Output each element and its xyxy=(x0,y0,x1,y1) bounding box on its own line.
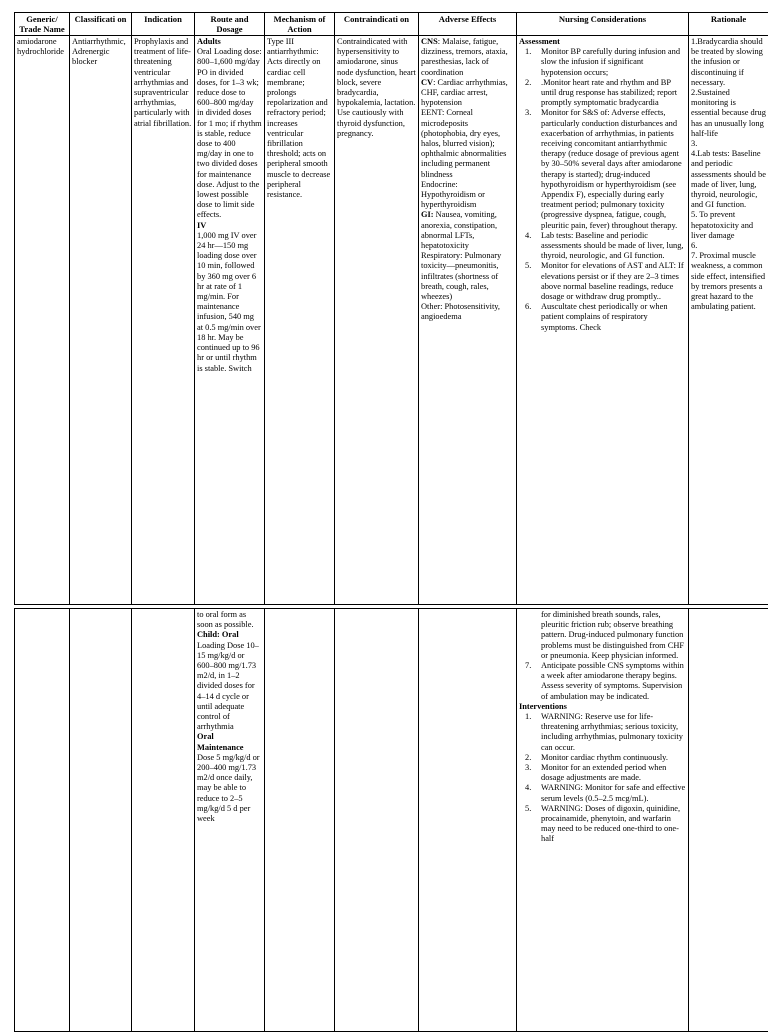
header-rationale: Rationale xyxy=(689,13,768,36)
route-dosage-cell xyxy=(195,36,265,605)
assessment-list xyxy=(519,47,686,333)
list-item: 3. Monitor for S&S of: Adverse effects, particularly conduction disturbances and exacerbation of arrhythmias, in patients receiving concomitant antiarrhythmic therapy (reduce dosage of previous agent by 30–50% several days after amiodarone therapy is started); drug-induced hypothyroidism or hyperthyroidism (see Appendix F), especially during early treatment period; pulmonary toxicity (progressive dyspnea, fatigue, cough, pleuritic pain, fever) throughout therapy. xyxy=(519,108,686,230)
adverse-effects-cell xyxy=(419,609,517,1032)
table-row xyxy=(15,609,768,1032)
list-item: 5. Monitor for elevations of AST and ALT: If elevations persist or if they are 2–3 times above normal baseline readings, reduce dosage or withdraw drug promptly.. xyxy=(519,261,686,302)
list-item: 5. WARNING: Doses of digoxin, quinidine, procainamide, phenytoin, and warfarin may need to be reduced one-third to one-half xyxy=(519,804,686,845)
header-contraindication: Contraindicati on xyxy=(335,13,419,36)
interventions-heading: Interventions xyxy=(519,702,686,712)
child-oral-label: Child: Oral xyxy=(197,630,262,640)
switch-oral-text: to oral form as soon as possible. xyxy=(197,610,262,630)
generic-name-cell xyxy=(15,609,70,1032)
list-item: for diminished breath sounds, rales, pleuritic friction rub; observe breathing pattern. Drug-induced pulmonary function problems must be distinguished from CHF or pneumonia. Keep physician informed. xyxy=(519,610,686,661)
rationale-line: 4.Lab tests: Baseline and periodic assessments should be made of liver, lung, thyroid, neurologic, and GI function. xyxy=(691,149,766,210)
cns-label: CNS xyxy=(421,37,438,46)
oral-maintenance-label: Oral Maintenance xyxy=(197,732,262,752)
classification-cell: Antiarrhythmic, Adrenergic blocker xyxy=(70,36,132,605)
list-item: 7. Anticipate possible CNS symptoms within a week after amiodarone therapy begins. Assess severity of symptoms. Supervision of ambulation may be indicated. xyxy=(519,661,686,702)
list-item: 2. Monitor cardiac rhythm continuously. xyxy=(519,753,686,763)
adults-dosage-text: Oral Loading dose: 800–1,600 mg/day PO in divided doses, for 1–3 wk; reduce dose to 600–800 mg/day in divided doses for 1 mo; if rhythm is stable, reduce dose to 400 mg/day in one to two divided doses for maintenance dose. Adjust to the lowest possible dose to limit side effects. xyxy=(197,47,262,220)
iv-dosage-text: 1,000 mg IV over 24 hr—150 mg loading dose over 10 min, followed by 360 mg over 6 hr at rate of 1 mg/min. For maintenance infusion, 540 mg at 0.5 mg/min over 18 hr. May be continued up to 96 hr or until rhythm is stable. Switch xyxy=(197,231,262,374)
nursing-considerations-cell xyxy=(517,609,689,1032)
assessment-list-continued xyxy=(519,610,686,702)
indication-cell: Prophylaxis and treatment of life-threatening ventricular arrhythmias and supraventricular arrhythmias, particularly with atrial fibrillation. xyxy=(132,36,195,605)
rationale-line: 2.Sustained monitoring is essential because drug has an unusually long half-life xyxy=(691,88,766,139)
header-row xyxy=(15,13,768,36)
header-generic-name: Generic/ Trade Name xyxy=(15,13,70,36)
gi-label: GI: xyxy=(421,210,434,219)
list-item: 4. WARNING: Monitor for safe and effective serum levels (0.5–2.5 mcg/mL). xyxy=(519,783,686,803)
header-mechanism: Mechanism of Action xyxy=(265,13,335,36)
list-item: 1. WARNING: Reserve use for life-threatening arrhythmias; serious toxicity, including arrhythmias, pulmonary toxicity can occur. xyxy=(519,712,686,753)
drug-table-page-1 xyxy=(14,12,768,605)
rationale-cell xyxy=(689,609,768,1032)
list-item: 3. Monitor for an extended period when dosage adjustments are made. xyxy=(519,763,686,783)
list-item: 1. Monitor BP carefully during infusion and slow the infusion if significant hypotension occurs; xyxy=(519,47,686,78)
other-text: Other: Photosensitivity, angioedema xyxy=(421,302,514,322)
list-item: 2. .Monitor heart rate and rhythm and BP until drug response has stabilized; report promptly symptomatic bradycardia xyxy=(519,78,686,109)
contraindication-cell: Contraindicated with hypersensitivity to amiodarone, sinus node dysfunction, heart block, severe bradycardia, hypokalemia, lactation. Use cautiously with thyroid dysfunction, pregnancy. xyxy=(335,36,419,605)
rationale-line: 3. xyxy=(691,139,766,149)
cv-text: : Cardiac arrhythmias, CHF, cardiac arrest, hypotension xyxy=(421,78,508,107)
mechanism-cell: Type III antiarrhythmic: Acts directly on cardiac cell membrane; prolongs repolarization and refractory period; increases ventricular fibrillation threshold; acts on peripheral smooth muscle to decrease peripheral resistance. xyxy=(265,36,335,605)
cns-text: : Malaise, fatigue, dizziness, tremors, ataxia, paresthesias, lack of coordination xyxy=(421,37,508,77)
child-loading-text: Loading Dose 10–15 mg/kg/d or 600–800 mg/1.73 m2/d, in 1–2 divided doses for 4–14 d cycle or until adequate control of arrhythmia xyxy=(197,641,262,733)
adverse-effects-cell xyxy=(419,36,517,605)
list-item: 4. Lab tests: Baseline and periodic assessments should be made of liver, lung, thyroid, neurologic, and GI function. xyxy=(519,231,686,262)
header-indication: Indication xyxy=(132,13,195,36)
rationale-line: 5. To prevent hepatotoxicity and liver damage xyxy=(691,210,766,241)
classification-cell xyxy=(70,609,132,1032)
rationale-line: 1.Bradycardia should be treated by slowing the infusion or discontinuing if necessary. xyxy=(691,37,766,88)
interventions-list xyxy=(519,712,686,845)
adults-label: Adults xyxy=(197,37,262,47)
header-route-dosage: Route and Dosage xyxy=(195,13,265,36)
table-row xyxy=(15,36,768,605)
mechanism-cell xyxy=(265,609,335,1032)
list-item: 6. Auscultate chest periodically or when patient complains of respiratory symptoms. Check xyxy=(519,302,686,333)
iv-label: IV xyxy=(197,221,262,231)
header-nursing-considerations: Nursing Considerations xyxy=(517,13,689,36)
endocrine-text: Endocrine: Hypothyroidism or hyperthyroidism xyxy=(421,180,514,211)
drug-table-page-2 xyxy=(14,608,768,1032)
cv-label: CV xyxy=(421,78,433,87)
respiratory-text: Respiratory: Pulmonary toxicity—pneumonitis, infiltrates (shortness of breath, cough, rales, wheezes) xyxy=(421,251,514,302)
oral-maintenance-text: Dose 5 mg/kg/d or 200–400 mg/1.73 m2/d once daily, may be able to reduce to 2–5 mg/kg/d 5 d per week xyxy=(197,753,262,824)
rationale-line: 7. Proximal muscle weakness, a common side effect, intensified by tremors presents a great hazard to the ambulating patient. xyxy=(691,251,766,312)
route-dosage-cell xyxy=(195,609,265,1032)
contraindication-cell xyxy=(335,609,419,1032)
header-classification: Classificati on xyxy=(70,13,132,36)
nursing-considerations-cell xyxy=(517,36,689,605)
eent-text: EENT: Corneal microdeposits (photophobia, dry eyes, halos, blurred vision); ophthalmic abnormalities including permanent blindness xyxy=(421,108,514,179)
gi-text: Nausea, vomiting, anorexia, constipation, abnormal LFTs, hepatotoxicity xyxy=(421,210,497,250)
indication-cell xyxy=(132,609,195,1032)
header-adverse-effects: Adverse Effects xyxy=(419,13,517,36)
rationale-line: 6. xyxy=(691,241,766,251)
assessment-heading: Assessment xyxy=(519,37,686,47)
rationale-cell xyxy=(689,36,768,605)
generic-name-cell: amiodarone hydrochloride xyxy=(15,36,70,605)
